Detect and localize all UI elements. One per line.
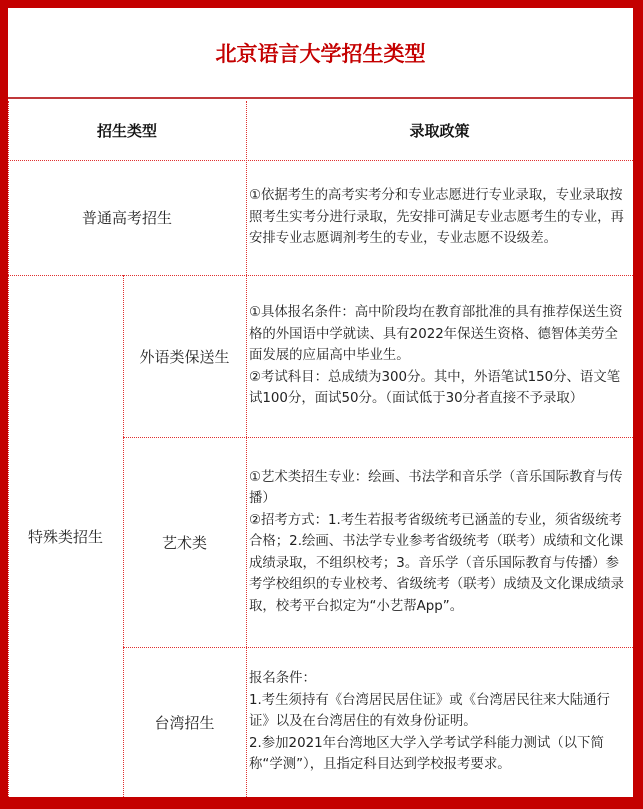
header-type: 招生类型 bbox=[96, 122, 157, 140]
policy-foreign bbox=[246, 275, 633, 437]
policy-line: ②考试科目：总成绩为300分。其中，外语笔试150分、语文笔试100分，面试50分。（面试低于30分者直接不予录取） bbox=[249, 369, 621, 407]
header-policy: 录取政策 bbox=[409, 122, 470, 140]
page-title: 北京语言大学招生类型 bbox=[8, 8, 633, 99]
policy-text: ①依据考生的高考实考分和专业志愿进行专业录取，专业录取按照考生实考分进行录取，先安排可满足专业志愿考生的专业，再安排专业志愿调剂考生的专业，专业志愿不设级差。 bbox=[249, 188, 624, 247]
policy-art bbox=[246, 437, 633, 647]
divider bbox=[123, 437, 633, 438]
admission-table bbox=[8, 8, 633, 797]
policy-taiwan bbox=[246, 647, 633, 797]
divider bbox=[8, 275, 633, 276]
policy-line: ①艺术类招生专业：绘画、书法学和音乐学（音乐国际教育与传播） bbox=[249, 469, 623, 507]
row-label-foreign: 外语类保送生 bbox=[139, 347, 230, 366]
divider bbox=[246, 101, 247, 797]
divider bbox=[123, 647, 633, 648]
divider bbox=[8, 160, 633, 161]
divider bbox=[8, 101, 9, 797]
row-label-taiwan: 台湾招生 bbox=[154, 713, 215, 732]
divider bbox=[123, 275, 124, 797]
row-label-special: 特殊类招生 bbox=[27, 527, 103, 546]
row-label-art: 艺术类 bbox=[161, 533, 207, 552]
policy-line: ②招考方式：1.考生若报考省级统考已涵盖的专业，须省级统考合格；2.绘画、书法学专业参考省级统考（联考）成绩和文化课成绩录取，不组织校考；3。音乐学（音乐国际教育与传播）参考学校组织的专业校考、省级统考（联考）成绩及文化课成绩录取，校考平台拟定为“小艺帮App”。 bbox=[249, 512, 624, 614]
policy-line: 2.参加2021年台湾地区大学入学考试学科能力测试（以下简称“学测”），且指定科目达到学校报考要求。 bbox=[249, 735, 604, 773]
policy-regular bbox=[246, 160, 633, 275]
policy-line: ①具体报名条件：高中阶段均在教育部批准的具有推荐保送生资格的外国语中学就读、具有2022年保送生资格、德智体美劳全面发展的应届高中毕业生。 bbox=[249, 305, 623, 364]
row-label-regular: 普通高考招生 bbox=[81, 209, 172, 227]
policy-line: 报名条件： bbox=[249, 671, 316, 687]
policy-line: 1.考生须持有《台湾居民居住证》或《台湾居民往来大陆通行证》以及在台湾居住的有效身份证明。 bbox=[249, 692, 610, 730]
